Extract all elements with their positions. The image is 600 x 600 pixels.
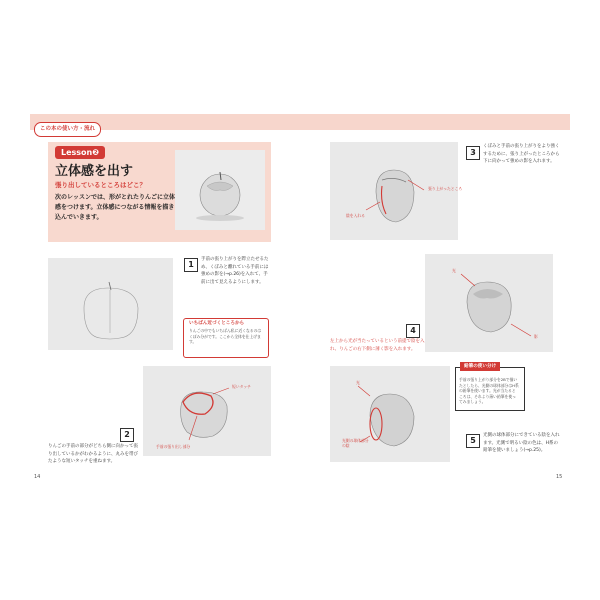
tip-body: りんごの中でもいちばん私に近くなるのはくぼみ分がです。ここから全体を仕上げます。 bbox=[189, 328, 262, 345]
step-number-4: 4 bbox=[406, 324, 420, 338]
lesson-badge: Lesson❷ bbox=[55, 146, 105, 159]
tip-title: いちばん近づくところから bbox=[189, 321, 245, 326]
apple-sketch-icon bbox=[143, 366, 271, 456]
callout-light: 光 bbox=[452, 268, 456, 273]
step-text-5: 光側の球体部分にできている陰を入れます。光側で明るい陰の色は、H系の鉛筆を使いましょう(→p.25)。 bbox=[483, 433, 560, 453]
apple-sketch-icon bbox=[48, 258, 173, 350]
lesson-body: 次のレッスンでは、形がとれたりんごに立体感をつけます。立体感につながる情報を描き込んでいきます。 bbox=[55, 194, 175, 221]
apple-photo-step3 bbox=[330, 142, 458, 240]
page-number-left: 14 bbox=[34, 474, 41, 480]
page-number-right: 15 bbox=[556, 474, 563, 480]
apple-sketch-icon bbox=[175, 150, 265, 230]
apple-sketch-icon bbox=[330, 142, 458, 240]
step-number-2: 2 bbox=[120, 428, 134, 442]
callout-bulge: 張り上がったところ bbox=[428, 186, 463, 191]
lesson-title: 立体感を出す bbox=[55, 164, 134, 179]
callout-shade: 影 bbox=[534, 334, 538, 339]
callout-front-bulge: 手前の張り出し部分 bbox=[156, 444, 191, 449]
step-text-4: 左上から光が当たっているという前提で陰を入れ、りんごの右下側に薄く影を入れます。 bbox=[330, 339, 425, 352]
step-number-5: 5 bbox=[466, 434, 480, 448]
callout-light-5: 光 bbox=[356, 380, 360, 385]
section-label: この本の使い方・流れ bbox=[34, 122, 101, 137]
step-number-3: 3 bbox=[466, 146, 480, 160]
column-body: 手前の張り上がり部分を2Bで描いたとしたら、光側の球体部分はH系の鉛筆を使います。光が当たるところは、それより薄い鉛筆を使ってみましょう。 bbox=[459, 377, 519, 405]
apple-photo-lesson bbox=[175, 150, 265, 230]
lesson-subtitle: 張り出しているところはどこ？ bbox=[55, 181, 146, 189]
apple-photo-step1 bbox=[48, 258, 173, 350]
step-text-3: くぼみと手前の張り上がりをより強くするために、張り上がったところから下に向かって強めの影を入れます。 bbox=[483, 144, 560, 164]
step-text-1: 手前の張り上がりを際立たせるため、くぼみと離れている手前には強めの影を(→p.26)を入れて、手前に出て見えるようにします。 bbox=[201, 257, 269, 285]
apple-photo-step2 bbox=[143, 366, 271, 456]
step-text-2: りんごの手前の部分がどちら側に向かって張り出しているかがわかるように、丸みを帯びたような短いタッチを重ねます。 bbox=[48, 444, 138, 464]
step-number-1: 1 bbox=[184, 258, 198, 272]
header-band bbox=[30, 114, 570, 130]
callout-sphere-shadow: 光側の球体部分の陰 bbox=[342, 438, 369, 448]
column-title: 鉛筆の使い分け bbox=[460, 362, 500, 371]
callout-short-touch: 短いタッチ bbox=[232, 384, 251, 389]
callout-add-shadow: 陰を入れる bbox=[346, 213, 365, 218]
